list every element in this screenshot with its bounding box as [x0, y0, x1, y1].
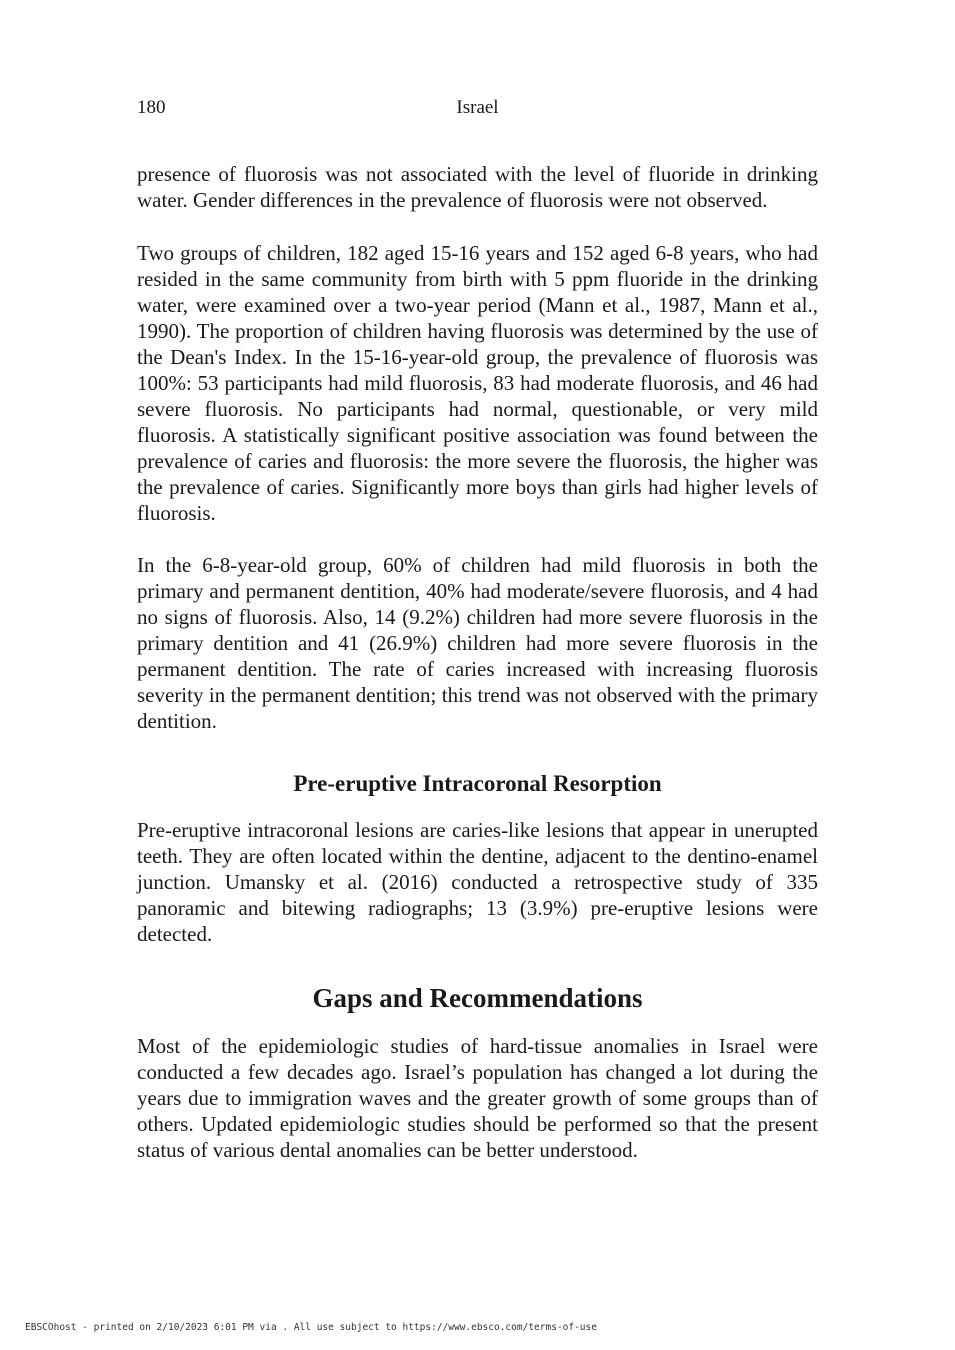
gaps-paragraph: Most of the epidemiologic studies of hard-tissue anomalies in Israel were conducted a few decades ago. Israel’s population has changed a lot during the years due to immigration waves and the greater growth of some groups than of others. Updated epidemiologic studies should be performed so that the present status of various dental anomalies can be better understood. — [137, 1034, 818, 1162]
body-paragraph-1: presence of fluorosis was not associated with the level of fluoride in drinking water. Gender differences in the prevalence of fluorosis were not observed. — [137, 162, 818, 212]
section-heading-resorption: Pre-eruptive Intracoronal Resorption — [293, 771, 662, 796]
page-body — [137, 161, 818, 1163]
page-number: 180 — [137, 97, 166, 118]
resorption-paragraph: Pre-eruptive intracoronal lesions are caries-like lesions that appear in unerupted teeth. They are often located within the dentine, adjacent to the dentino-enamel junction. Umansky et al. (2016) conducted a retrospective study of 335 panoramic and bitewing radiographs; 13 (3.9%) pre-eruptive lesions were detected. — [137, 818, 818, 946]
body-paragraph-2: Two groups of children, 182 aged 15-16 years and 152 aged 6-8 years, who had resided in the same community from birth with 5 ppm fluoride in the drinking water, were examined over a two-year period (Mann et al., 1987, Mann et al., 1990). The proportion of children having fluorosis was determined by the use of the Dean's Index. In the 15-16-year-old group, the prevalence of fluorosis was 100%: 53 participants had mild fluorosis, 83 had moderate fluorosis, and 46 had severe fluorosis. No participants had normal, questionable, or very mild fluorosis. A statistically significant positive association was found between the prevalence of caries and fluorosis: the more severe the fluorosis, the higher was the prevalence of caries. Significantly more boys than girls had higher levels of fluorosis. — [137, 241, 818, 525]
print-footer: EBSCOhost - printed on 2/10/2023 6:01 PM via . All use subject to https://www.ebsco.com/terms-of-use — [25, 1322, 597, 1333]
section-heading-gaps: Gaps and Recommendations — [312, 983, 643, 1013]
body-paragraph-3: In the 6-8-year-old group, 60% of children had mild fluorosis in both the primary and permanent dentition, 40% had moderate/severe fluorosis, and 4 had no signs of fluorosis. Also, 14 (9.2%) children had more severe fluorosis in the primary dentition and 41 (26.9%) children had more severe fluorosis in the permanent dentition. The rate of caries increased with increasing fluorosis severity in the permanent dentition; this trend was not observed with the primary dentition. — [137, 553, 818, 733]
running-title: Israel — [456, 97, 499, 118]
